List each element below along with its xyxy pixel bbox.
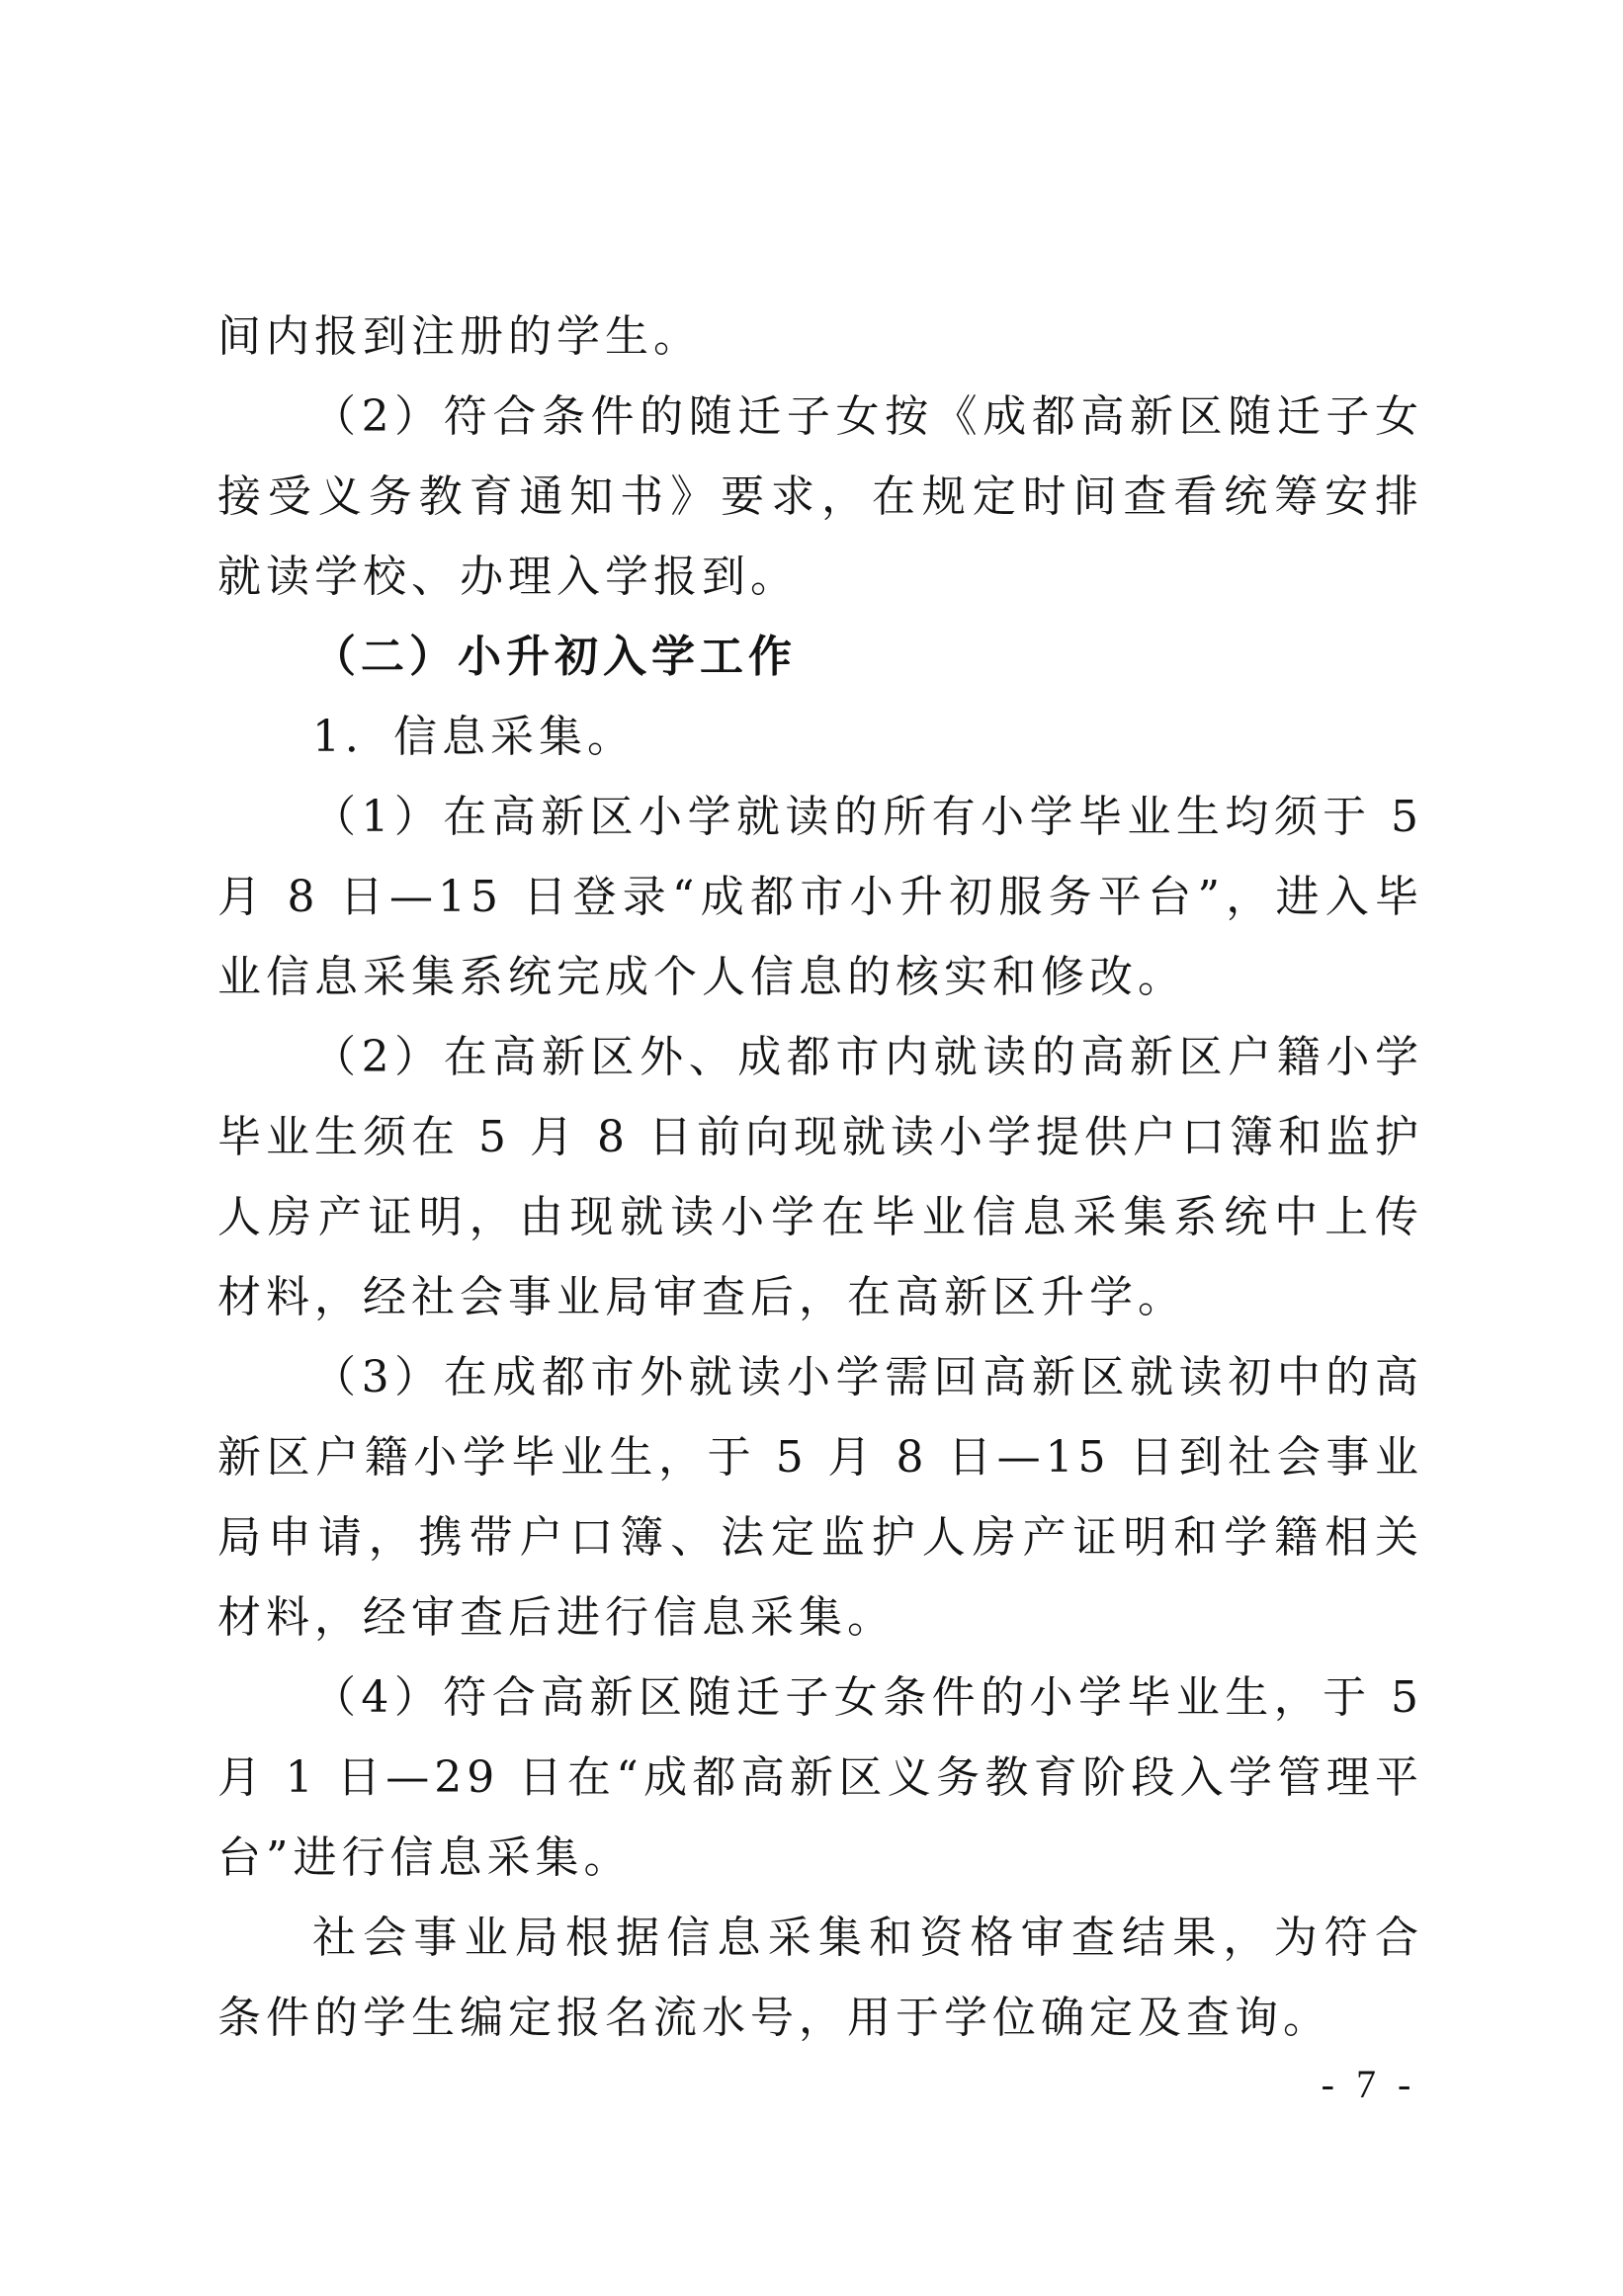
paragraph-item-1: （1）在高新区小学就读的所有小学毕业生均须于 5 月 8 日—15 日登录“成都市小升初服务平台”，进入毕业信息采集系统完成个人信息的核实和修改。 xyxy=(217,792,1423,1002)
subsection-heading-info-collection: 1．信息采集。 xyxy=(312,712,636,762)
paragraph-continuation: 间内报到注册的学生。 xyxy=(217,311,702,362)
document-body xyxy=(217,297,1423,2058)
section-heading-junior-enrollment: （二）小升初入学工作 xyxy=(312,632,797,682)
paragraph-item-2-migrant-children: （2）符合条件的随迁子女按《成都高新区随迁子女接受义务教育通知书》要求，在规定时间查看统筹安排就读学校、办理入学报到。 xyxy=(217,391,1423,602)
paragraph-item-2: （2）在高新区外、成都市内就读的高新区户籍小学毕业生须在 5 月 8 日前向现就读小学提供户口簿和监护人房产证明，由现就读小学在毕业信息采集系统中上传材料，经社会事业局审查后，在高新区升学。 xyxy=(217,1032,1423,1322)
paragraph-summary: 社会事业局根据信息采集和资格审查结果，为符合条件的学生编定报名流水号，用于学位确定及查询。 xyxy=(217,1913,1423,2043)
paragraph-item-4: （4）符合高新区随迁子女条件的小学毕业生，于 5 月 1 日—29 日在“成都高新区义务教育阶段入学管理平台”进行信息采集。 xyxy=(217,1672,1423,1883)
page-number: - 7 - xyxy=(1321,2062,1417,2106)
paragraph-item-3: （3）在成都市外就读小学需回高新区就读初中的高新区户籍小学毕业生，于 5 月 8 日—15 日到社会事业局申请，携带户口簿、法定监护人房产证明和学籍相关材料，经审查后进行信息采集。 xyxy=(217,1352,1423,1643)
